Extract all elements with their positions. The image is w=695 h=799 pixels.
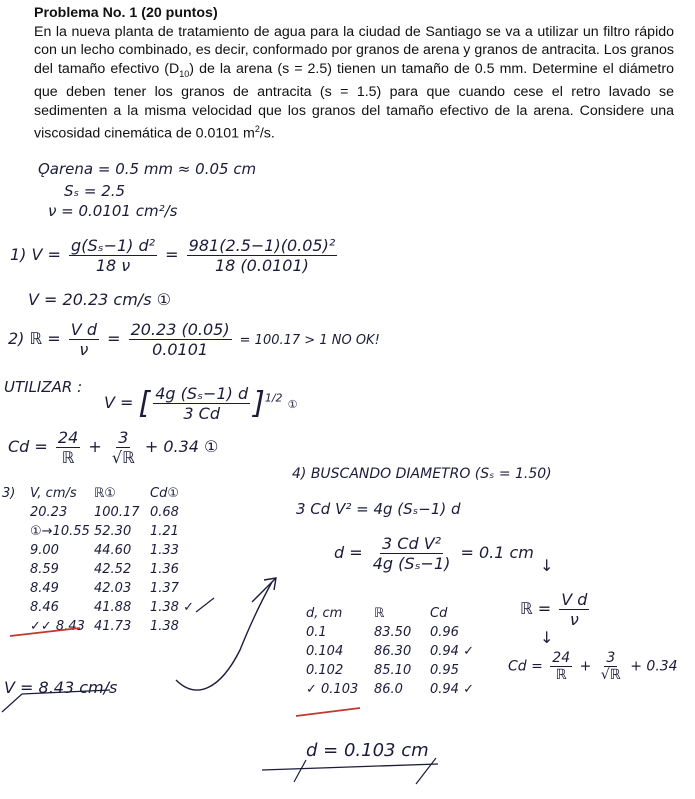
- iter-v: 8.59: [30, 562, 59, 577]
- d-r: 83.50: [374, 625, 412, 640]
- d-header-r: ℝ: [374, 606, 385, 621]
- given-diameter: Ǫarena = 0.5 mm ≈ 0.05 cm: [38, 160, 257, 178]
- velocity-underline: [2, 690, 110, 712]
- step2-f2-den: 0.0101: [152, 340, 209, 359]
- utilizar-mark: ①: [287, 398, 298, 411]
- iter-r: 42.52: [94, 562, 132, 577]
- d-cd: 0.94 ✓: [430, 682, 474, 697]
- step2-lhs: ℝ =: [29, 329, 61, 348]
- iter-v: 9.00: [30, 543, 59, 558]
- iter-v: 8.49: [30, 581, 59, 596]
- iter-r: 42.03: [94, 581, 132, 596]
- step2-eq: =: [107, 329, 121, 348]
- utilizar-num: 4g (Sₛ−1) d: [155, 384, 249, 403]
- cd-b-den: √ℝ: [111, 448, 135, 467]
- d-val: 0.104: [306, 644, 344, 659]
- iter-v: 20.23: [30, 505, 68, 520]
- step2-f2-num: 20.23 (0.05): [130, 320, 230, 339]
- red-underline-velocity: [10, 628, 80, 636]
- utilizar-den: 3 Cd: [183, 404, 220, 423]
- utilizar-label: UTILIZAR :: [4, 378, 83, 396]
- bracket-close: ]: [253, 386, 265, 421]
- iter-r: 52.30: [94, 524, 132, 539]
- step2-result: = 100.17 > 1 NO OK!: [239, 333, 380, 348]
- utilizar-lhs: V =: [104, 393, 134, 412]
- given-ss: Sₛ = 2.5: [64, 182, 126, 200]
- cd2-a-den: ℝ: [555, 667, 567, 683]
- d-val: ✓ 0.103: [306, 682, 359, 697]
- step2-f1-den: ν: [79, 340, 89, 359]
- iter-header-r: ℝ①: [94, 486, 116, 501]
- d10-subscript: 10: [179, 68, 190, 79]
- iter-cd: 1.21: [150, 524, 179, 539]
- step1-result: V = 20.23 cm/s ①: [28, 290, 171, 309]
- cd2-plus: +: [579, 658, 592, 675]
- d-r: 86.30: [374, 644, 412, 659]
- d-r: 86.0: [374, 682, 403, 697]
- d-header-d: d, cm: [306, 606, 343, 621]
- iter-v: ①→10.55: [30, 524, 90, 539]
- cd2-tail: + 0.34: [630, 658, 678, 675]
- arrow-down-1: ↓: [540, 556, 554, 575]
- check-stroke: [196, 598, 214, 612]
- final-answer: d = 0.103 cm: [306, 740, 429, 761]
- d-header-cd: Cd: [430, 606, 448, 621]
- problem-body-part3: /s.: [259, 126, 275, 143]
- cd-a-num: 24: [57, 428, 79, 447]
- iter-v: 8.46: [30, 600, 59, 615]
- cd-b-num: 3: [118, 428, 129, 447]
- final-underline: [262, 764, 438, 770]
- final-slash-right: [416, 758, 436, 784]
- r-lhs: ℝ =: [520, 599, 552, 618]
- d-result: = 0.1 cm: [460, 543, 534, 562]
- cd-tail: + 0.34 ①: [144, 437, 219, 456]
- step1-label: 1): [10, 245, 27, 264]
- iter-cd: 1.36: [150, 562, 179, 577]
- arrow-down-2: ↓: [540, 628, 554, 647]
- d-num: 3 Cd V²: [382, 534, 442, 553]
- cd2-lhs: Cd =: [508, 658, 543, 675]
- cd2-b-den: √ℝ: [600, 667, 621, 683]
- given-viscosity: ν = 0.0101 cm²/s: [48, 202, 178, 220]
- step1-f2-num: 981(2.5−1)(0.05)²: [188, 236, 336, 255]
- d-r: 85.10: [374, 663, 412, 678]
- iter-r: 44.60: [94, 543, 132, 558]
- r-num: V d: [561, 590, 588, 609]
- d-cd: 0.96: [430, 625, 459, 640]
- cd-a-den: ℝ: [61, 448, 75, 467]
- cd2-a-num: 24: [552, 650, 571, 666]
- iter-r: 100.17: [94, 505, 140, 520]
- m2-superscript: 2: [254, 124, 260, 135]
- step1-f2-den: 18 (0.0101): [214, 256, 309, 275]
- cd-plus: +: [88, 437, 102, 456]
- d-cd: 0.95: [430, 663, 459, 678]
- iter-header-v: V, cm/s: [30, 486, 77, 501]
- iter-r: 41.88: [94, 600, 132, 615]
- d-val: 0.102: [306, 663, 344, 678]
- iter-label: 3): [2, 486, 16, 501]
- iter-cd: 0.68: [150, 505, 179, 520]
- cd2-b-num: 3: [606, 650, 616, 666]
- iter-cd: 1.33: [150, 543, 179, 558]
- d-den: 4g (Sₛ−1): [372, 554, 451, 573]
- iter-cd: 1.37: [150, 581, 179, 596]
- iter-r: 41.73: [94, 619, 132, 634]
- iter-v: ✓✓ 8.43: [30, 619, 85, 634]
- step1-lhs: V =: [31, 245, 61, 264]
- red-underline-diameter: [296, 708, 360, 716]
- problem-title: Problema No. 1 (20 puntos): [34, 5, 218, 21]
- step1-eq: =: [165, 245, 179, 264]
- connector-curve: [176, 582, 272, 690]
- step1-f1-num: g(Sₛ−1) d²: [71, 236, 156, 255]
- step2-label: 2): [8, 329, 25, 348]
- step1-f1-den: 18 ν: [95, 256, 131, 275]
- r-den: ν: [569, 610, 579, 629]
- iter-cd: 1.38 ✓: [150, 600, 194, 615]
- step4-title: 4) BUSCANDO DIAMETRO (Sₛ = 1.50): [292, 466, 552, 482]
- utilizar-exponent: 1/2: [264, 391, 283, 405]
- bracket-open: [: [138, 386, 151, 421]
- iter-header-cd: Cd①: [150, 486, 179, 501]
- velocity-result: V = 8.43 cm/s: [4, 678, 118, 697]
- problem-body-part1: En la nueva planta de tratamiento de agua para la ciudad de Santiago se va a utilizar un filtro rápido con un lecho combinado, es decir, conformado por granos de arena y granos de antracita. Los granos del tamaño efectivo (D: [34, 23, 674, 77]
- d-val: 0.1: [306, 625, 327, 640]
- problem-body-part2: ) de la arena (s = 2.5) tienen un tamaño de 0.5 mm. Determine el diámetro que deben tener los granos de antracita (s = 1.5) para que cuando cese el retro lavado se sedimenten a la misma velocidad que los granos del tamaño efectivo de la arena. Considere una viscosidad cinemática de 0.0101 m: [34, 60, 674, 143]
- step4-equation: 3 Cd V² = 4g (Sₛ−1) d: [296, 500, 461, 518]
- final-slash-left: [294, 760, 306, 782]
- cd-lhs: Cd =: [8, 437, 48, 456]
- d-cd: 0.94 ✓: [430, 644, 474, 659]
- d-lhs: d =: [334, 543, 363, 562]
- step2-f1-num: V d: [70, 320, 97, 339]
- iter-cd: 1.38: [150, 619, 179, 634]
